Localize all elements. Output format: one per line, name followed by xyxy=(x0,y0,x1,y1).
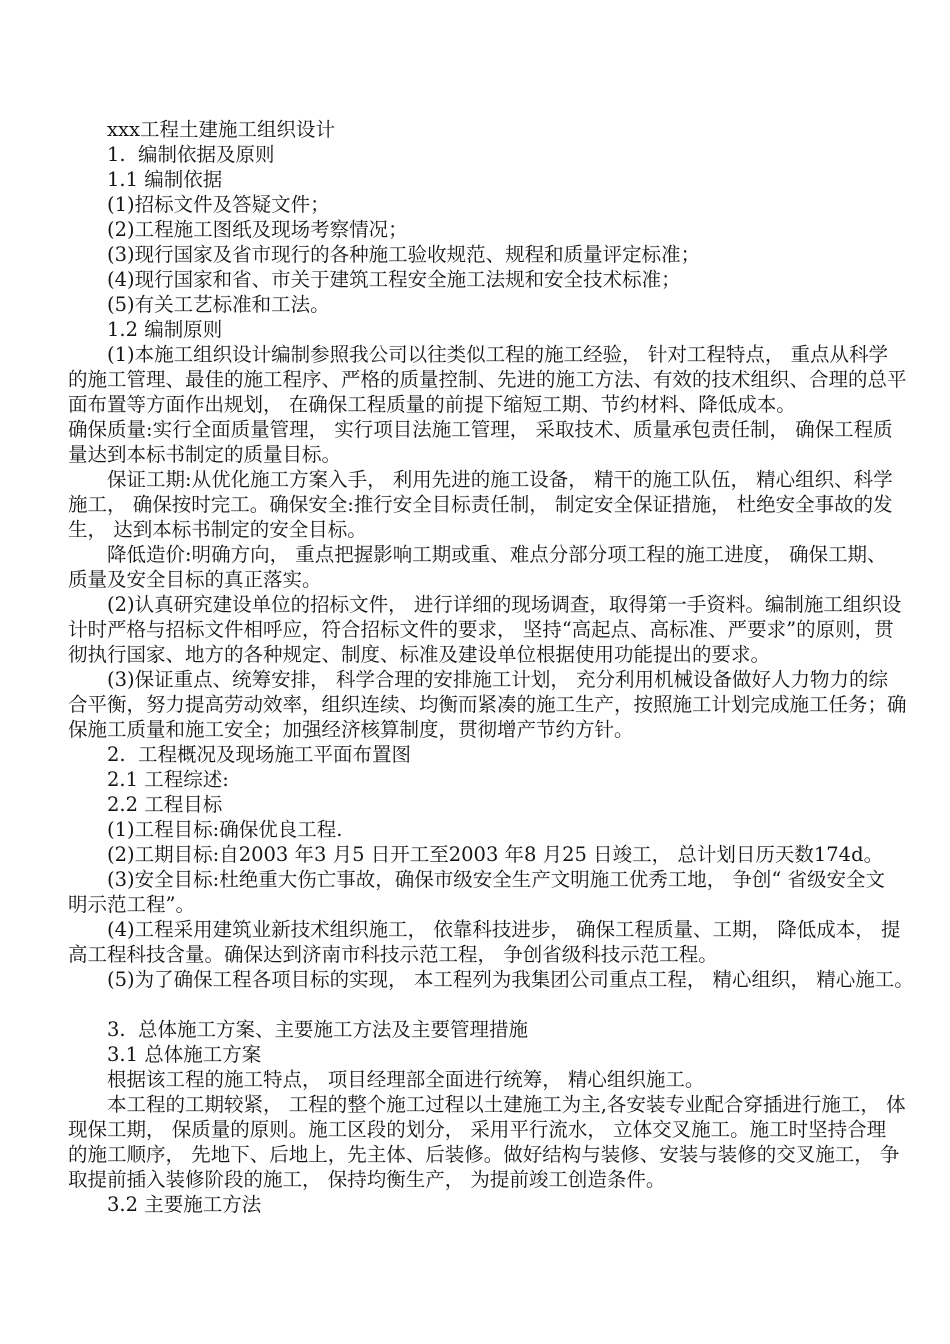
text-line: 施工， 确保按时完工。确保安全:推行安全目标责任制， 制定安全保证措施， 杜绝安全事故的发 xyxy=(68,493,893,516)
text-line: 保施工质量和施工安全；加强经济核算制度，贯彻增产节约方针。 xyxy=(68,718,634,741)
text-line: (3)现行国家及省市现行的各种施工验收规范、规程和质量评定标准； xyxy=(107,243,701,266)
text-line: 3.1 总体施工方案 xyxy=(107,1043,262,1066)
text-line: 2.1 工程综述: xyxy=(107,768,229,791)
text-line: 质量及安全目标的真正落实。 xyxy=(68,568,322,591)
text-line: 保证工期:从优化施工方案入手， 利用先进的施工设备， 精干的施工队伍， 精心组织、科学 xyxy=(107,468,893,491)
blank-line xyxy=(68,992,892,1017)
text-line: 量达到本标书制定的质量目标。 xyxy=(68,443,342,466)
text-line: (4)现行国家和省、市关于建筑工程安全施工法规和安全技术标准； xyxy=(107,268,681,291)
text-line: 面布置等方面作出规划， 在确保工程质量的前提下缩短工期、节约材料、降低成本。 xyxy=(68,393,796,416)
text-line: 明示范工程”。 xyxy=(68,893,195,916)
text-line: 确保质量:实行全面质量管理， 实行项目法施工管理， 采取技术、质量承包责任制， 确保工程质 xyxy=(68,418,893,441)
text-line: (2)工程施工图纸及现场考察情况； xyxy=(107,218,408,241)
text-line: 3. 总体施工方案、主要施工方法及主要管理措施 xyxy=(107,1018,529,1041)
text-line: 高工程科技含量。确保达到济南市科技示范工程， 争创省级科技示范工程。 xyxy=(68,943,718,966)
document-text-block xyxy=(68,117,914,1217)
text-line: (3)保证重点、统筹安排， 科学合理的安排施工计划， 充分利用机械设备做好人力物力的综 xyxy=(107,668,889,691)
text-line: (1)工程目标:确保优良工程. xyxy=(107,818,343,841)
text-line: (1)本施工组织设计编制参照我公司以往类似工程的施工经验， 针对工程特点， 重点从科学 xyxy=(107,343,889,366)
text-line: (1)招标文件及答疑文件； xyxy=(107,193,330,216)
text-line: 2.2 工程目标 xyxy=(107,793,223,816)
text-line: 现保工期， 保质量的原则。施工区段的划分， 采用平行流水， 立体交叉施工。施工时坚持合理 xyxy=(68,1118,887,1141)
text-line: (4)工程采用建筑业新技术组织施工， 依靠科技进步， 确保工程质量、工期， 降低成本， 提 xyxy=(107,918,901,941)
text-line: 1. 编制依据及原则 xyxy=(107,143,275,166)
text-line: 生， 达到本标书制定的安全目标。 xyxy=(68,518,367,541)
text-line: 1.2 编制原则 xyxy=(107,318,223,341)
text-line: 降低造价:明确方向， 重点把握影响工期或重、难点分部分项工程的施工进度， 确保工期、 xyxy=(107,543,887,566)
text-line: (2)认真研究建设单位的招标文件， 进行详细的现场调查，取得第一手资料。编制施工组织设 xyxy=(107,593,902,616)
text-line: 3.2 主要施工方法 xyxy=(107,1193,262,1216)
text-line: 根据该工程的施工特点， 项目经理部全面进行统筹， 精心组织施工。 xyxy=(107,1068,705,1091)
text-line: 1.1 编制依据 xyxy=(107,168,223,191)
text-line: 彻执行国家、地方的各种规定、制度、标准及建设单位根据使用功能提出的要求。 xyxy=(68,643,771,666)
text-line: 的施工管理、最佳的施工程序、严格的质量控制、先进的施工方法、有效的技术组织、合理的总平 xyxy=(68,368,907,391)
text-line: (3)安全目标:杜绝重大伤亡事故，确保市级安全生产文明施工优秀工地， 争创“ 省级安全文 xyxy=(107,868,886,891)
text-line: 合平衡，努力提高劳动效率，组织连续、均衡而紧凑的施工生产，按照施工计划完成施工任务；确 xyxy=(68,693,907,716)
text-line: 本工程的工期较紧， 工程的整个施工过程以土建施工为主,各安装专业配合穿插进行施工， 体 xyxy=(107,1093,906,1116)
text-line: 计时严格与招标文件相呼应，符合招标文件的要求， 坚持“高起点、高标准、严要求”的原则，贯 xyxy=(68,618,894,641)
text-line: 取提前插入装修阶段的施工， 保持均衡生产， 为提前竣工创造条件。 xyxy=(68,1168,666,1191)
text-line: (2)工期目标:自2003 年3 月5 日开工至2003 年8 月25 日竣工， 总计划日历天数174d。 xyxy=(107,843,884,866)
text-line: 的施工顺序， 先地下、后地上，先主体、后装修。做好结构与装修、安装与装修的交叉施工， 争 xyxy=(68,1143,900,1166)
text-line: (5)为了确保工程各项目标的实现， 本工程列为我集团公司重点工程， 精心组织， 精心施工。 xyxy=(107,968,914,991)
text-line: xxx工程土建施工组织设计 xyxy=(107,118,335,141)
text-line: 2. 工程概况及现场施工平面布置图 xyxy=(107,743,412,766)
text-line: (5)有关工艺标准和工法。 xyxy=(107,293,330,316)
